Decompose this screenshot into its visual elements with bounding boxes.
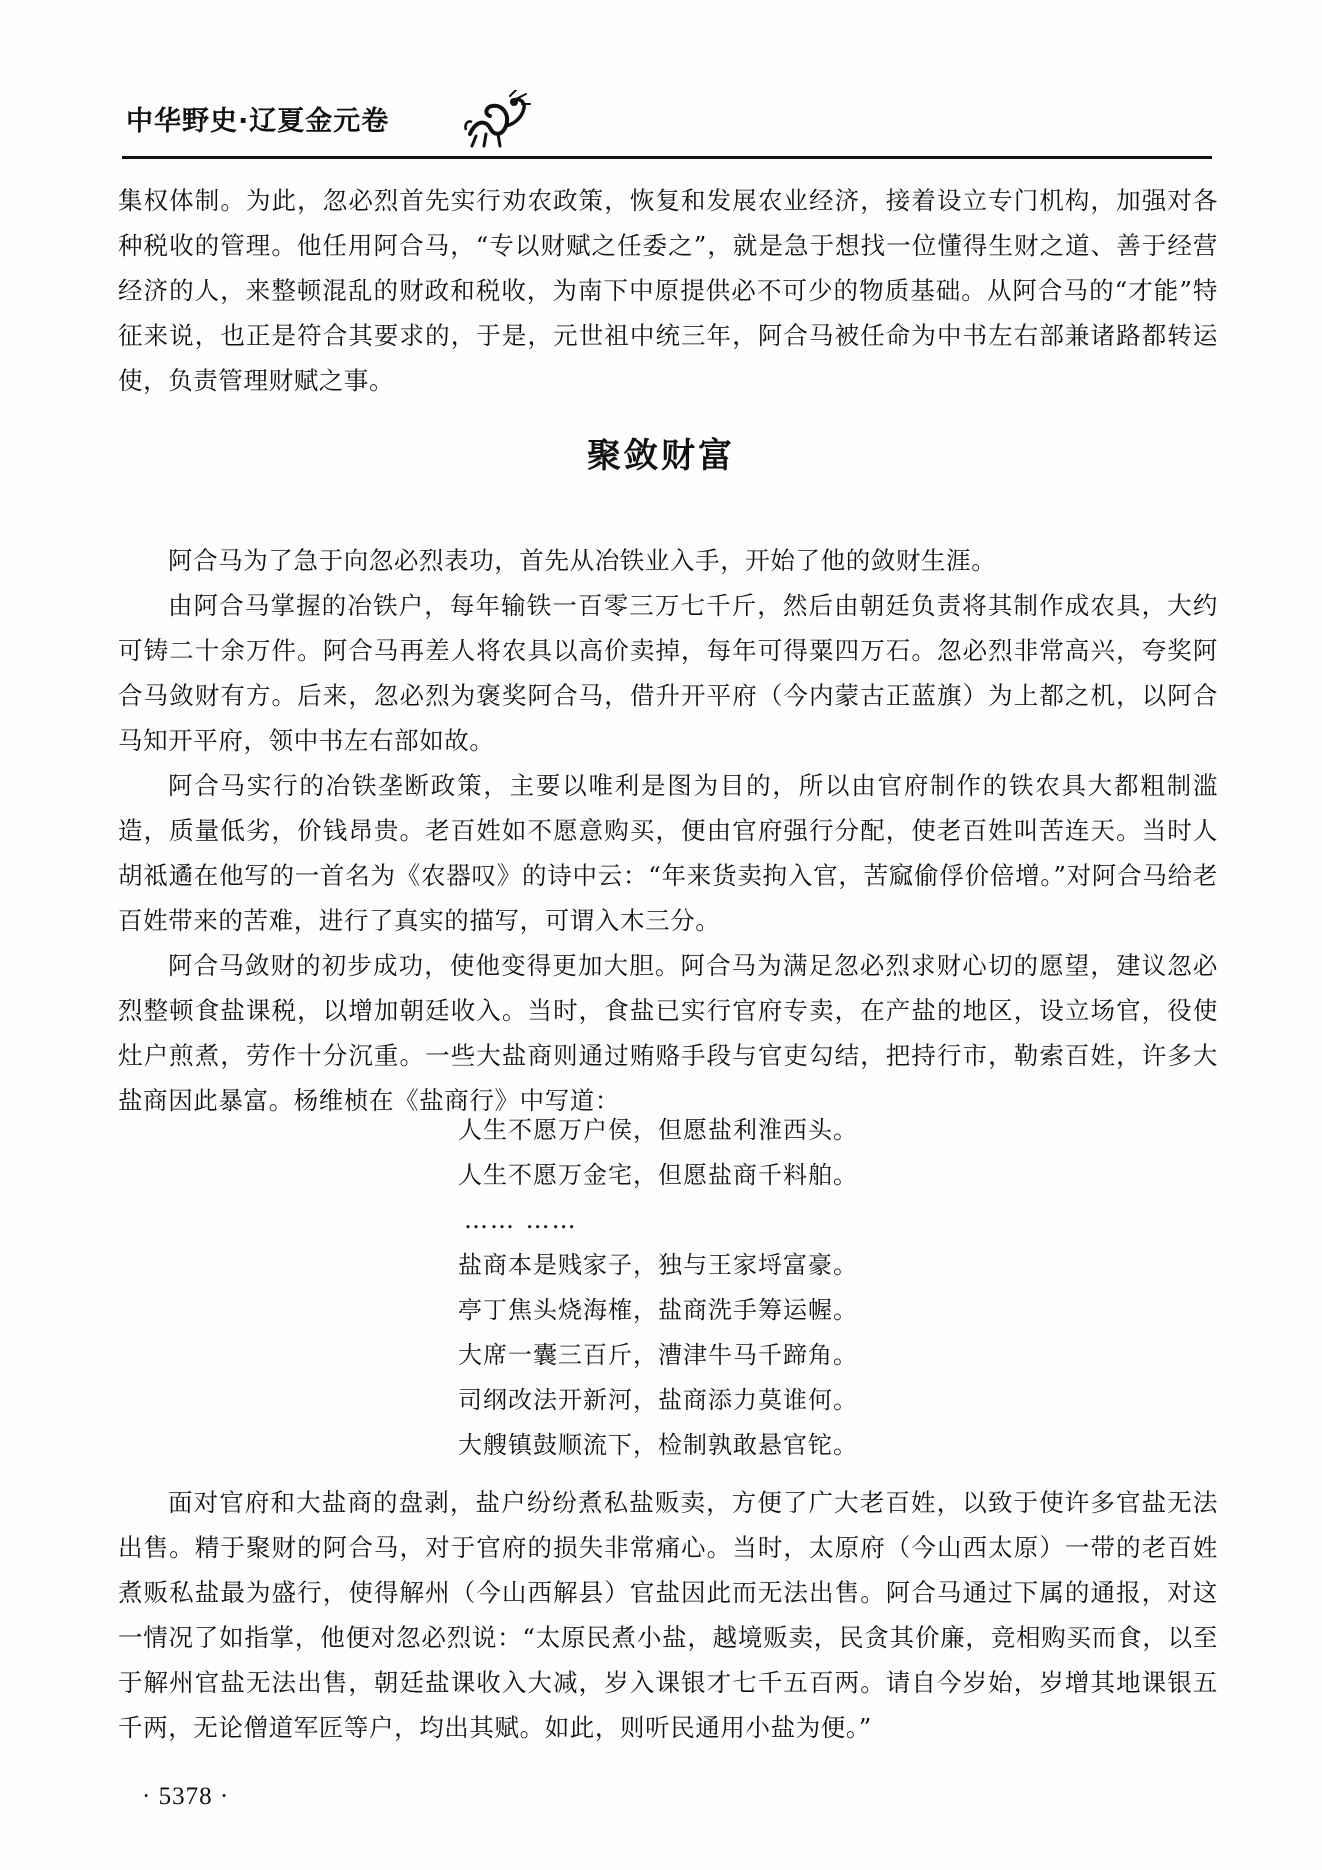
- intro-paragraph: 集权体制。为此，忽必烈首先实行劝农政策，恢复和发展农业经济，接着设立专门机构，加强对各种税收的管理。他任用阿合马，“专以财赋之任委之”，就是急于想找一位懂得生财之道、善于经营经济的人，来整顿混乱的财政和税收，为南下中原提供必不可少的物质基础。从阿合马的“才能”特征来说，也正是符合其要求的，于是，元世祖中统三年，阿合马被任命为中书左右部兼诸路都转运使，负责管理财赋之事。: [118, 186, 1218, 395]
- poem-line: 亭丁焦头烧海榷，盐商洗手筹运幄。: [458, 1296, 858, 1324]
- page-number: · 5378 ·: [142, 1783, 230, 1810]
- dragon-emblem-icon: [462, 90, 532, 150]
- poem-line: 人生不愿万金宅，但愿盐商千料舶。: [458, 1161, 858, 1189]
- series-title: 中华野史·辽夏金元卷: [126, 106, 390, 137]
- poem-quote: [458, 1108, 978, 1468]
- closing-paragraph: 面对官府和大盐商的盘剥，盐户纷纷煮私盐贩卖，方便了广大老百姓，以致于使许多官盐无法出售。精于聚财的阿合马，对于官府的损失非常痛心。当时，太原府（今山西太原）一带的老百姓煮贩私盐最为盛行，使得解州（今山西解县）官盐因此而无法出售。阿合马通过下属的通报，对这一情况了如指掌，他便对忽必烈说：“太原民煮小盐，越境贩卖，民贪其价廉，竞相购买而食，以至于解州官盐无法出售，朝廷盐课收入大减，岁入课银才七千五百两。请自今岁始，岁增其地课银五千两，无论僧道军匠等户，均出其赋。如此，则听民通用小盐为便。”: [118, 1488, 1218, 1742]
- running-header: [122, 102, 1212, 160]
- poem-line: 盐商本是贱家子，独与王家埒富豪。: [458, 1251, 858, 1279]
- paragraph: 由阿合马掌握的冶铁户，每年输铁一百零三万七千斤，然后由朝廷负责将其制作成农具，大约可铸二十余万件。阿合马再差人将农具以高价卖掉，每年可得粟四万石。忽必烈非常高兴，夸奖阿合马敛财有方。后来，忽必烈为褒奖阿合马，借升开平府（今内蒙古正蓝旗）为上都之机，以阿合马知开平府，领中书左右部如故。: [118, 591, 1218, 755]
- main-text: [118, 538, 1218, 1123]
- poem-line: 大席一囊三百斤，漕津牛马千蹄角。: [458, 1341, 858, 1369]
- paragraph: 阿合马为了急于向忽必烈表功，首先从冶铁业入手，开始了他的敛财生涯。: [168, 546, 997, 575]
- section-heading: 聚敛财富: [587, 436, 735, 476]
- closing-text: [118, 1480, 1218, 1750]
- poem-line: 司纲改法开新河，盐商添力莫谁何。: [458, 1386, 858, 1414]
- paragraph: 阿合马敛财的初步成功，使他变得更加大胆。阿合马为满足忽必烈求财心切的愿望，建议忽必烈整顿食盐课税，以增加朝廷收入。当时，食盐已实行官府专卖，在产盐的地区，设立场官，役使灶户煎煮，劳作十分沉重。一些大盐商则通过贿赂手段与官吏勾结，把持行市，勒索百姓，许多大盐商因此暴富。杨维桢在《盐商行》中写道：: [118, 951, 1218, 1115]
- header-rule: [122, 156, 1212, 159]
- poem-line: 人生不愿万户侯，但愿盐利淮西头。: [458, 1116, 858, 1144]
- poem-ellipsis: …… ……: [464, 1206, 578, 1234]
- paragraph: 阿合马实行的冶铁垄断政策，主要以唯利是图为目的，所以由官府制作的铁农具大都粗制滥造，质量低劣，价钱昂贵。老百姓如不愿意购买，便由官府强行分配，使老百姓叫苦连天。当时人胡祗遹在他写的一首名为《农器叹》的诗中云：“年来货卖拘入官，苦窳偷俘价倍增。”对阿合马给老百姓带来的苦难，进行了真实的描写，可谓入木三分。: [118, 771, 1218, 935]
- intro-text: [118, 178, 1218, 403]
- poem-line: 大艘镇鼓顺流下，检制孰敢悬官铊。: [458, 1431, 858, 1459]
